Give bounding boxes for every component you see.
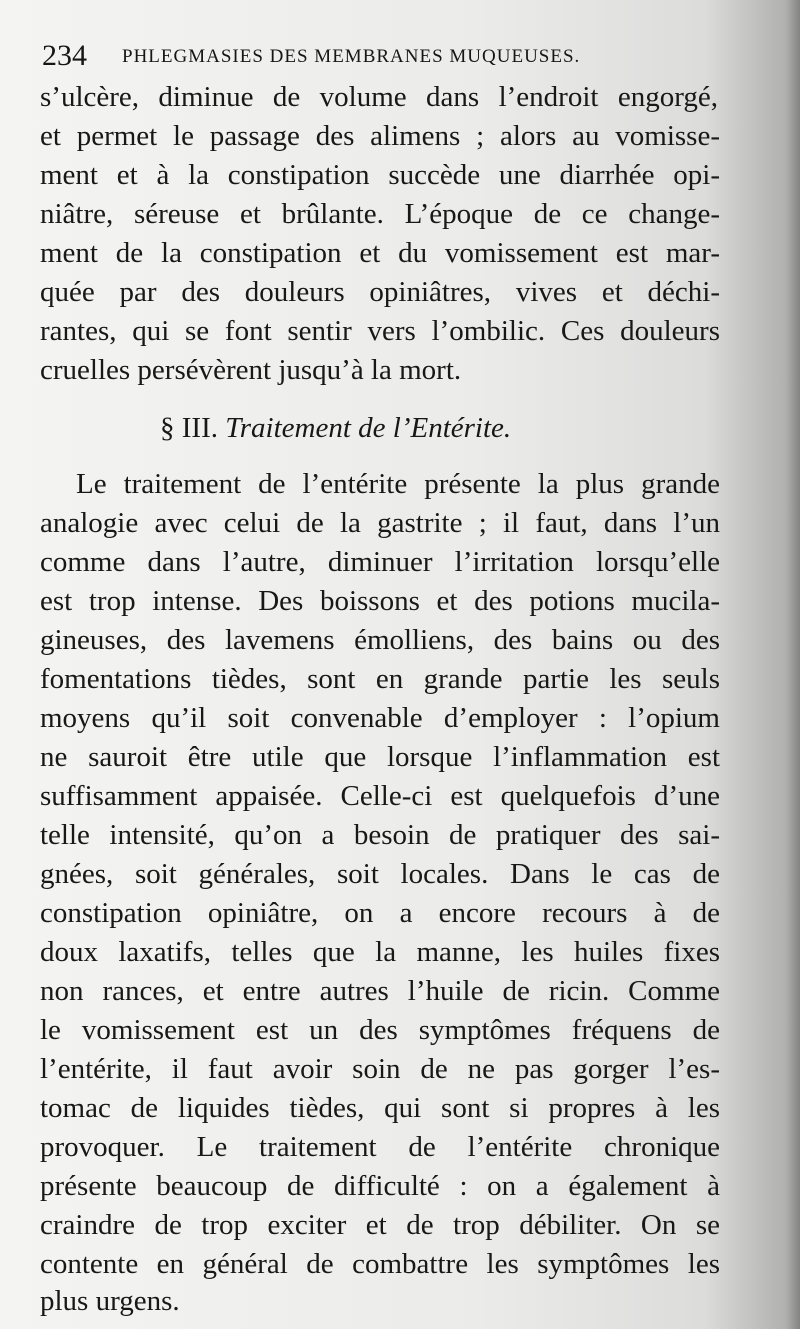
text-line: doux laxatifs, telles que la manne, les huiles fixes (40, 936, 720, 968)
text-line: s’ulcère, diminue de volume dans l’endroit engorgé, (40, 81, 718, 113)
text-line: contente en général de combattre les symptômes les (40, 1248, 720, 1280)
text-line: quée par des douleurs opiniâtres, vives et déchi- (40, 276, 720, 308)
text-line: présente beaucoup de difficulté : on a également à (40, 1170, 720, 1202)
section-number: § III. (160, 412, 218, 444)
text-line: ne sauroit être utile que lorsque l’inflammation est (40, 741, 720, 773)
text-line: gnées, soit générales, soit locales. Dans le cas de (40, 858, 720, 890)
text-line: fomentations tièdes, sont en grande partie les seuls (40, 663, 720, 695)
text-line: l’entérite, il faut avoir soin de ne pas gorger l’es- (40, 1053, 720, 1085)
text-line: le vomissement est un des symptômes fréquens de (40, 1014, 720, 1046)
text-line: rantes, qui se font sentir vers l’ombilic. Ces douleurs (40, 315, 720, 347)
text-line: gineuses, des lavemens émolliens, des bains ou des (40, 624, 720, 656)
text-line: suffisamment appaisée. Celle-ci est quelquefois d’une (40, 780, 720, 812)
text-line: moyens qu’il soit convenable d’employer : l’opium (40, 702, 720, 734)
text-line: plus urgens. (40, 1285, 180, 1317)
text-line: niâtre, séreuse et brûlante. L’époque de ce change- (40, 198, 720, 230)
text-line: et permet le passage des alimens ; alors au vomisse- (40, 120, 720, 152)
text-line: comme dans l’autre, diminuer l’irritation lorsqu’elle (40, 546, 720, 578)
text-line: telle intensité, qu’on a besoin de pratiquer des sai- (40, 819, 720, 851)
text-line: Le traitement de l’entérite présente la plus grande (76, 468, 720, 500)
text-line: craindre de trop exciter et de trop débiliter. On se (40, 1209, 720, 1241)
running-header (42, 36, 762, 76)
text-line: provoquer. Le traitement de l’entérite chronique (40, 1131, 720, 1163)
text-line: est trop intense. Des boissons et des potions mucila- (40, 585, 720, 617)
text-line: non rances, et entre autres l’huile de ricin. Comme (40, 975, 720, 1007)
text-line: tomac de liquides tièdes, qui sont si propres à les (40, 1092, 720, 1124)
text-line: cruelles persévèrent jusqu’à la mort. (40, 354, 462, 386)
text-line: ment de la constipation et du vomissement est mar- (40, 237, 720, 269)
section-title: Traitement de l’Entérite. (225, 412, 512, 444)
running-title: PHLEGMASIES DES MEMBRANES MUQUEUSES. (122, 46, 581, 67)
text-line: analogie avec celui de la gastrite ; il faut, dans l’un (40, 507, 720, 539)
section-heading (160, 408, 610, 448)
page-number: 234 (42, 39, 87, 72)
text-line: constipation opiniâtre, on a encore recours à de (40, 897, 720, 929)
page-gutter-shadow (786, 0, 800, 1329)
text-line: ment et à la constipation succède une diarrhée opi- (40, 159, 720, 191)
